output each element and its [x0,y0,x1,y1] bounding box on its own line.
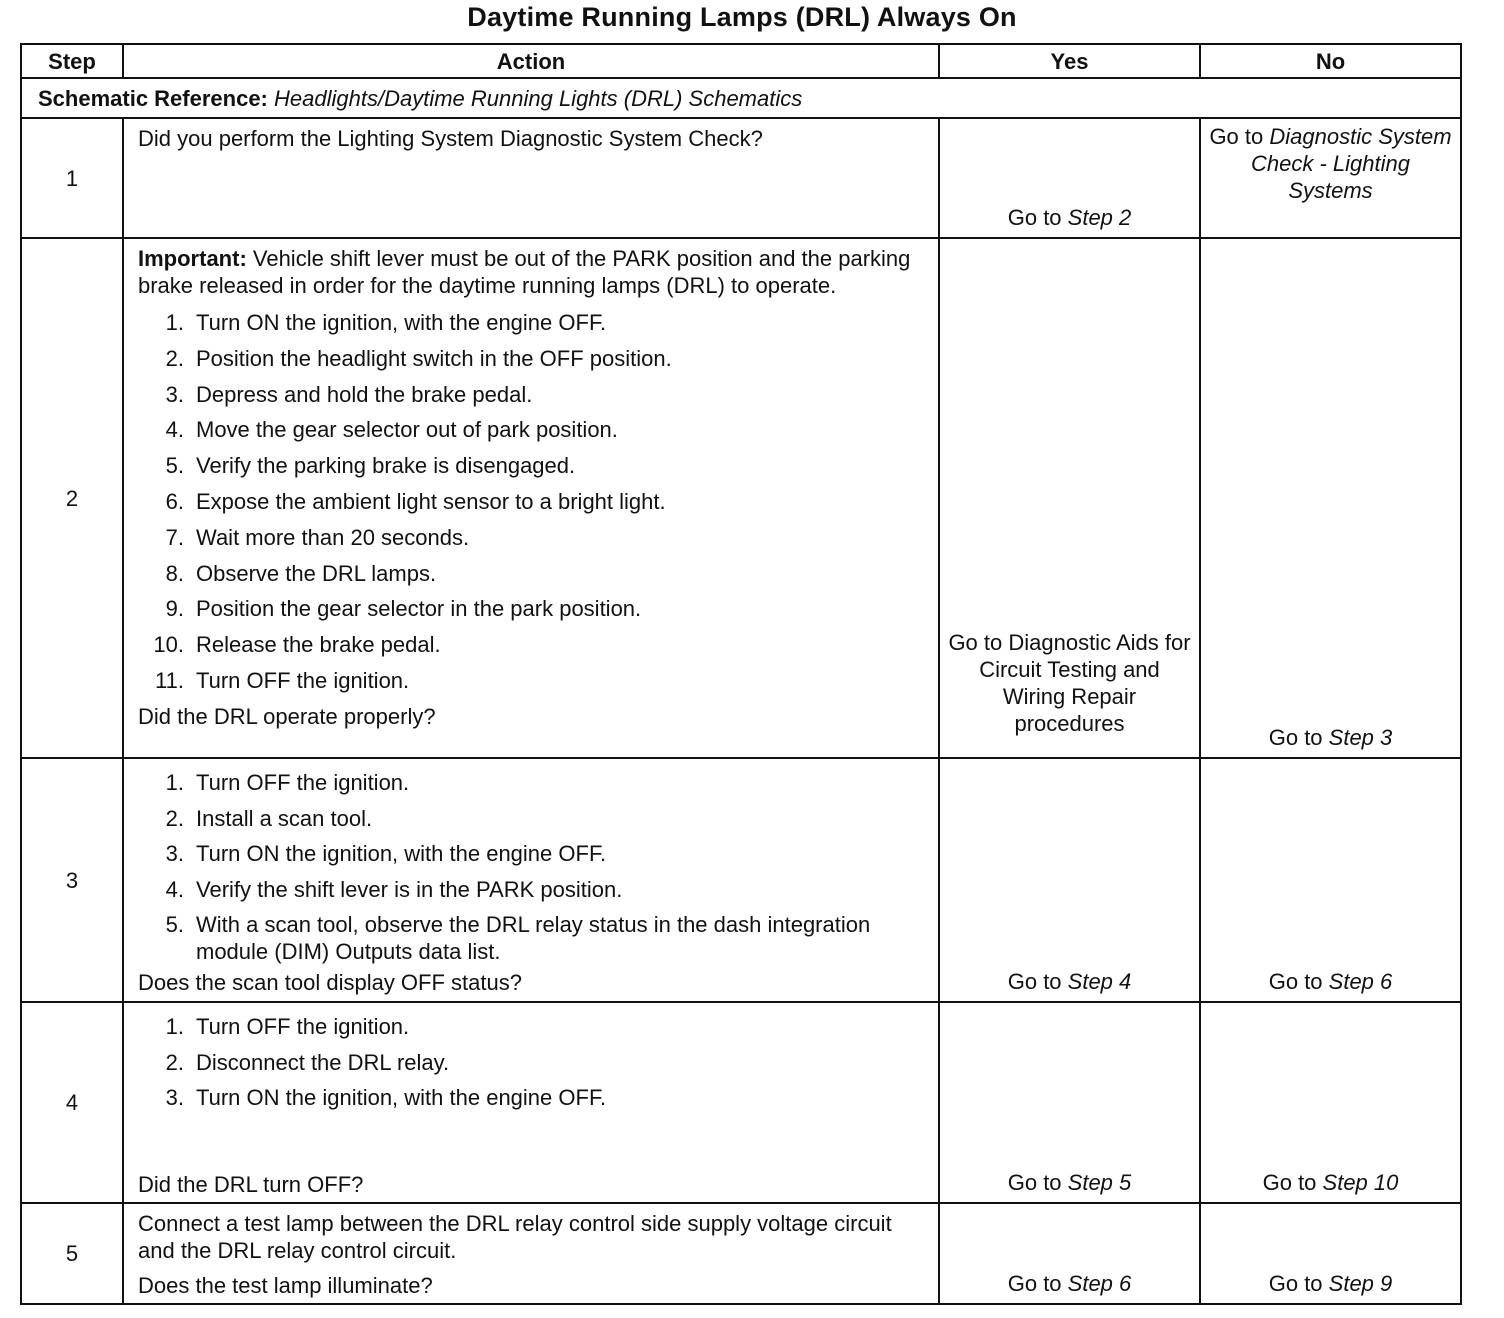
list-item: 2. Disconnect the DRL relay. [165,1049,450,1075]
step-link: Step 10 [1322,1170,1399,1195]
diagnostic-table [20,43,1462,1305]
action-question: Did the DRL turn OFF? [138,1172,364,1197]
list-item: 1. Turn OFF the ignition. [165,1014,410,1039]
no-cell: Go to Step 3 [1200,238,1461,758]
list-item: 9. Position the gear selector in the park position. [165,596,642,622]
important-text: Vehicle shift lever must be out of the PARK position and the parking brake released in order for the daytime running lamps (DRL) to operate. [138,246,911,298]
step-link: Diagnostic System Check - Lighting Systems [1251,124,1452,203]
list-item: 3. Turn ON the ignition, with the engine OFF. [165,1085,607,1110]
step-number: 3 [21,758,123,1002]
table-row [21,1203,1461,1304]
action-question: Did the DRL operate properly? [138,703,436,729]
action-question: Did you perform the Lighting System Diagnostic System Check? [138,126,763,151]
list-item: 4. Move the gear selector out of park position. [165,417,618,443]
list-item: 6. Expose the ambient light sensor to a bright light. [165,488,666,514]
page-title: Daytime Running Lamps (DRL) Always On [467,2,1017,32]
schematic-row [21,78,1461,118]
no-cell: Go to Step 6 [1200,758,1461,1002]
list-item: 10. Release the brake pedal. [153,632,441,658]
schematic-reference [21,78,1461,118]
schematic-link: Headlights/Daytime Running Lights (DRL) Schematics [274,85,803,111]
step-link: Step 6 [1067,1271,1132,1296]
step-number: 2 [21,238,123,758]
list-item: 2. Position the headlight switch in the OFF position. [165,345,672,371]
list-item: 3. Depress and hold the brake pedal. [165,381,533,407]
important-label: Important: [138,246,247,271]
important-note [138,245,926,299]
yes-cell: Go to Step 4 [939,758,1200,1002]
step-link: Step 4 [1067,969,1132,994]
step-link: Step 2 [1067,205,1132,230]
no-cell: Go to Step 10 [1200,1002,1461,1203]
yes-cell: Go to Step 6 [939,1203,1200,1304]
action-cell [123,758,939,1002]
yes-cell: Go to Step 5 [939,1002,1200,1203]
step-link: Step 5 [1067,1170,1132,1195]
no-cell: Go to Step 9 [1200,1203,1461,1304]
step-link: Step 3 [1328,725,1393,750]
step-number: 4 [21,1002,123,1203]
action-text: Connect a test lamp between the DRL relay control side supply voltage circuit and the DRL relay control circuit. [138,1211,892,1263]
list-item: 7. Wait more than 20 seconds. [165,524,470,550]
action-question: Does the scan tool display OFF status? [138,970,522,995]
list-item: 4. Verify the shift lever is in the PARK position. [165,876,623,902]
step-number: 5 [21,1203,123,1304]
list-item: 5. Verify the parking brake is disengaged. [165,453,576,479]
action-cell [123,1002,939,1203]
yes-cell: Go to Diagnostic Aids for Circuit Testing and Wiring Repair procedures [939,238,1200,758]
table-row [21,1002,1461,1203]
list-item: 3. Turn ON the ignition, with the engine OFF. [165,841,607,866]
schematic-label: Schematic Reference: [38,85,268,111]
header-yes: Yes [939,44,1200,78]
action-cell [123,238,939,758]
header-row [21,44,1461,78]
list-item: 11. Turn OFF the ignition. [155,667,410,693]
yes-cell: Go to Step 2 [939,118,1200,238]
list-item: 8. Observe the DRL lamps. [165,560,437,586]
procedure-list [138,1009,926,1116]
header-action: Action [123,44,939,78]
table-row [21,238,1461,758]
procedure-list [138,305,926,699]
step-link: Step 9 [1328,1271,1393,1296]
list-item: 1. Turn ON the ignition, with the engine OFF. [165,310,607,335]
table-row [21,758,1461,1002]
action-question: Does the test lamp illuminate? [138,1273,433,1298]
procedure-list [138,765,926,965]
header-no: No [1200,44,1461,78]
list-item: 1. Turn OFF the ignition. [165,770,410,795]
no-cell: Go to Diagnostic System Check - Lighting Systems [1200,118,1461,238]
step-link: Step 6 [1328,969,1393,994]
action-cell [123,1203,939,1304]
list-item: 2. Install a scan tool. [165,805,373,831]
step-number: 1 [21,118,123,238]
action-cell [123,118,939,238]
table-row [21,118,1461,238]
list-item: 5. With a scan tool, observe the DRL relay status in the dash integration module (DIM) Outputs data list. [165,912,871,964]
header-step: Step [21,44,123,78]
